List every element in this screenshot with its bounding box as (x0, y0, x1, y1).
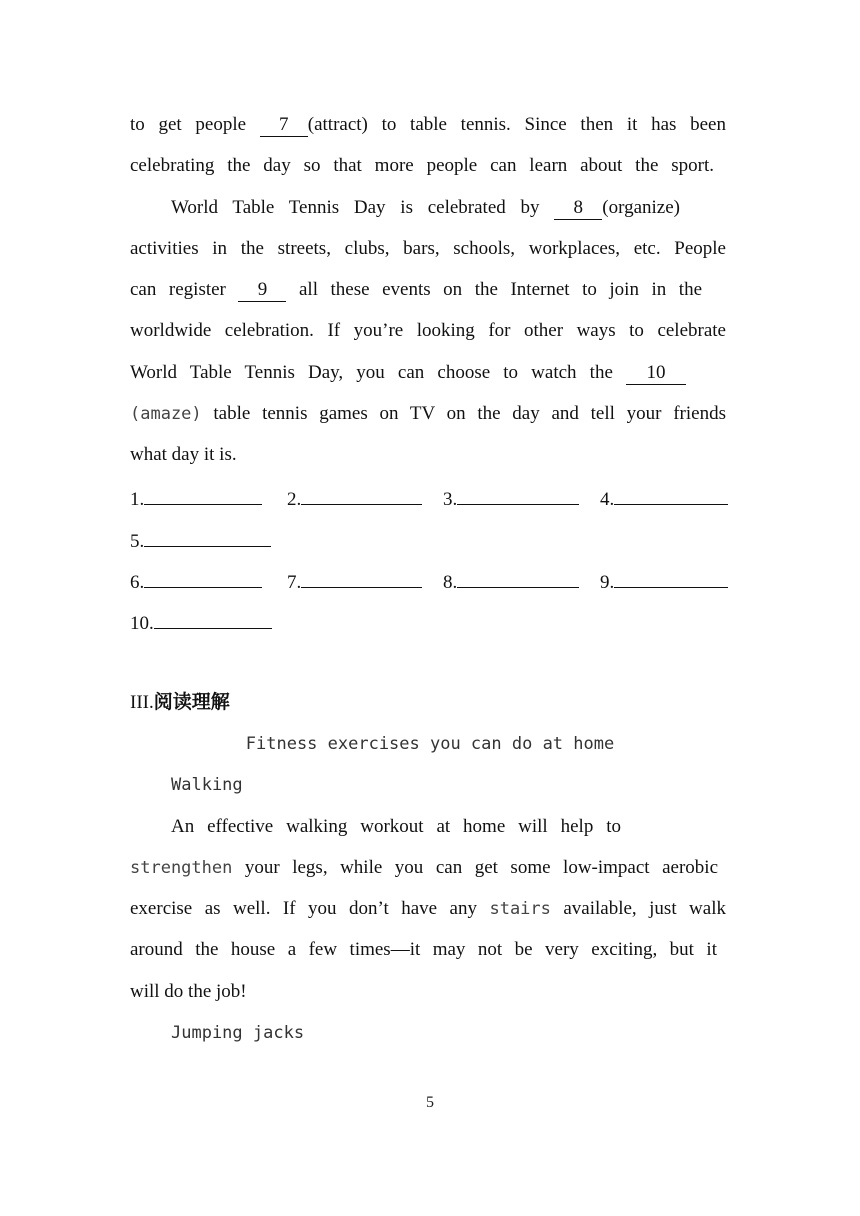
section-heading (130, 690, 726, 716)
text-segment: (amaze) (130, 404, 202, 424)
text-segment: can register (130, 279, 226, 300)
passage-line-1 (130, 112, 726, 138)
answer-blank-2[interactable]: 2. (287, 484, 422, 513)
section-title: 阅读理解 (153, 692, 230, 713)
passage-line-9: what day it is. (130, 444, 237, 465)
text-segment: World Table Tennis Day is celebrated by (171, 197, 540, 218)
answer-blank-7[interactable]: 7. (287, 567, 422, 596)
blank-7: 7 (260, 114, 308, 137)
text-segment: (organize) (602, 197, 680, 218)
passage-line-3 (171, 195, 680, 221)
passage-line-8 (130, 401, 726, 427)
reading-line-4: around the house a few times—it may not be very exciting, but it (130, 939, 717, 960)
text-segment: World Table Tennis Day, you can choose to watch the (130, 362, 613, 383)
text-segment: your legs, while you can get some low-impact aerobic (244, 857, 719, 878)
answer-blank-9[interactable]: 9. (600, 567, 728, 596)
page-number: 5 (426, 1094, 434, 1111)
text-segment: to get people (130, 114, 247, 135)
passage-line-6: worldwide celebration. If you’re looking for other ways to celebrate (130, 320, 726, 341)
answer-blank-6[interactable]: 6. (130, 567, 262, 596)
passage-line-5 (130, 277, 702, 303)
subheading-jumping-jacks: Jumping jacks (171, 1023, 305, 1043)
section-number: III. (130, 692, 154, 713)
reading-line-5: will do the job! (130, 981, 247, 1002)
answer-blank-8[interactable]: 8. (443, 567, 579, 596)
reading-line-2 (130, 855, 718, 881)
blank-10: 10 (626, 362, 686, 385)
reading-line-3 (130, 896, 726, 922)
blank-8: 8 (554, 197, 602, 220)
answer-blank-5[interactable]: 5. (130, 526, 271, 555)
text-segment: available, just walk (563, 898, 726, 919)
passage-line-7 (130, 360, 686, 386)
passage-line-2: celebrating the day so that more people can learn about the sport. (130, 155, 714, 176)
answer-blank-3[interactable]: 3. (443, 484, 579, 513)
text-segment: (attract) to table tennis. Since then it has been (307, 114, 726, 135)
text-segment: exercise as well. If you don’t have any (130, 898, 477, 919)
text-segment: all these events on the Internet to join in the (298, 279, 703, 300)
reading-title: Fitness exercises you can do at home (245, 734, 615, 754)
subheading-walking: Walking (171, 775, 243, 795)
blank-9: 9 (238, 279, 286, 302)
text-segment: strengthen (130, 858, 233, 878)
passage-line-4: activities in the streets, clubs, bars, schools, workplaces, etc. People (130, 238, 726, 259)
answer-blank-4[interactable]: 4. (600, 484, 728, 513)
reading-line-1: An effective walking workout at home will help to (171, 816, 621, 837)
text-segment: stairs (489, 899, 551, 919)
answer-blank-1[interactable]: 1. (130, 484, 262, 513)
answer-blank-10[interactable]: 10. (130, 608, 272, 637)
text-segment: table tennis games on TV on the day and tell your friends (213, 403, 726, 424)
